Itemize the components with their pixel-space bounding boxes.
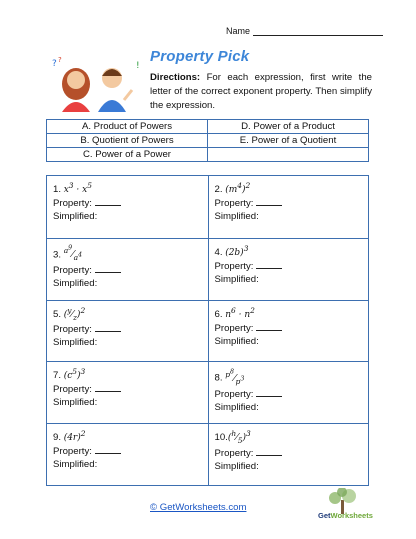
svg-text:?: ? — [58, 56, 62, 64]
logo-text-worksheets: Worksheets — [330, 511, 373, 520]
problem-cell — [208, 176, 369, 238]
key-cell — [208, 148, 369, 162]
problem-expression: $(m^4)^2$ — [225, 181, 251, 195]
directions-text: For each expression, first write the letter of the correct exponent property. Then simplify the expression. — [150, 72, 372, 111]
problem-number: 4. — [214, 246, 223, 258]
problem-number: 2. — [214, 184, 223, 195]
property-label: Property: — [214, 447, 254, 459]
property-blank[interactable] — [95, 264, 121, 273]
property-label: Property: — [53, 198, 92, 209]
directions — [150, 71, 372, 113]
name-blank[interactable] — [253, 27, 383, 36]
key-cell: D. Power of a Product — [208, 120, 369, 134]
problem-expression: $(^h⁄_5)^3$ — [227, 429, 251, 445]
key-cell: E. Power of a Quotient — [208, 134, 369, 148]
property-blank[interactable] — [256, 388, 282, 397]
tree-logo-icon — [311, 488, 377, 528]
property-blank[interactable] — [95, 323, 121, 332]
kids-illustration — [52, 54, 144, 112]
simplified-label: Simplified: — [53, 337, 98, 349]
problem-number: 7. — [53, 370, 62, 382]
problem-number: 10. — [214, 432, 228, 444]
problem-number: 8. — [214, 372, 223, 384]
property-blank[interactable] — [256, 322, 282, 331]
footer-link[interactable]: © GetWorksheets.com — [150, 502, 247, 513]
property-blank[interactable] — [95, 445, 121, 454]
problem-cell — [208, 238, 369, 300]
problem-cell — [47, 176, 208, 238]
name-field — [226, 26, 383, 36]
property-blank[interactable] — [256, 260, 282, 269]
simplified-label: Simplified: — [214, 401, 259, 413]
problem-expression: $(4r)^2$ — [63, 429, 86, 444]
problem-number: 1. — [53, 184, 62, 195]
problem-expression: $n^6 \cdot n^2$ — [225, 305, 255, 320]
simplified-label: Simplified: — [53, 459, 98, 471]
simplified-label: Simplified: — [53, 278, 98, 290]
problem-expression: $^{a^9}⁄_{a^4}$ — [63, 244, 83, 263]
property-label: Property: — [214, 322, 254, 334]
property-label: Property: — [53, 265, 92, 277]
problem-number: 9. — [53, 432, 62, 444]
property-blank[interactable] — [95, 197, 121, 206]
property-label: Property: — [53, 324, 92, 336]
property-label: Property: — [214, 198, 254, 209]
problem-number: 5. — [53, 308, 62, 320]
property-label: Property: — [53, 384, 92, 396]
property-blank[interactable] — [256, 197, 282, 206]
simplified-label: Simplified: — [53, 211, 98, 222]
property-blank[interactable] — [256, 447, 282, 456]
problem-expression: $(2b)^3$ — [225, 243, 249, 258]
directions-label: Directions: — [150, 72, 201, 83]
simplified-label: Simplified: — [214, 460, 259, 472]
question-mark-icon: ? — [52, 59, 57, 69]
problem-number: 6. — [214, 308, 223, 320]
property-key-table — [46, 119, 369, 162]
property-label: Property: — [214, 388, 254, 400]
problem-grid — [46, 175, 369, 486]
problem-expression: $^{p^8}⁄_{p^3}$ — [225, 368, 245, 386]
exclamation-icon: ! — [136, 61, 140, 71]
problem-cell — [47, 238, 208, 300]
problem-cell — [208, 361, 369, 423]
key-cell: B. Quotient of Powers — [47, 134, 208, 148]
page-title: Property Pick — [150, 48, 250, 65]
problem-cell — [47, 300, 208, 362]
problem-expression: $(c^5)^3$ — [63, 367, 86, 382]
name-label: Name — [226, 26, 251, 36]
key-cell: A. Product of Powers — [47, 120, 208, 134]
simplified-label: Simplified: — [53, 397, 98, 409]
key-cell: C. Power of a Power — [47, 148, 208, 162]
problem-cell — [208, 423, 369, 485]
simplified-label: Simplified: — [214, 273, 259, 285]
simplified-label: Simplified: — [214, 335, 259, 347]
problem-expression: $x^3 \cdot x^5$ — [63, 181, 92, 195]
logo-text-get: Get — [318, 511, 331, 520]
property-label: Property: — [214, 260, 254, 272]
property-label: Property: — [53, 446, 92, 458]
problem-cell — [47, 423, 208, 485]
problem-number: 3. — [53, 249, 62, 261]
problem-cell — [47, 361, 208, 423]
problem-cell — [208, 300, 369, 362]
brand-logo-text — [318, 511, 373, 520]
property-blank[interactable] — [95, 383, 121, 392]
problem-expression: $(^y⁄_z)^2$ — [63, 305, 86, 322]
simplified-label: Simplified: — [214, 211, 259, 222]
